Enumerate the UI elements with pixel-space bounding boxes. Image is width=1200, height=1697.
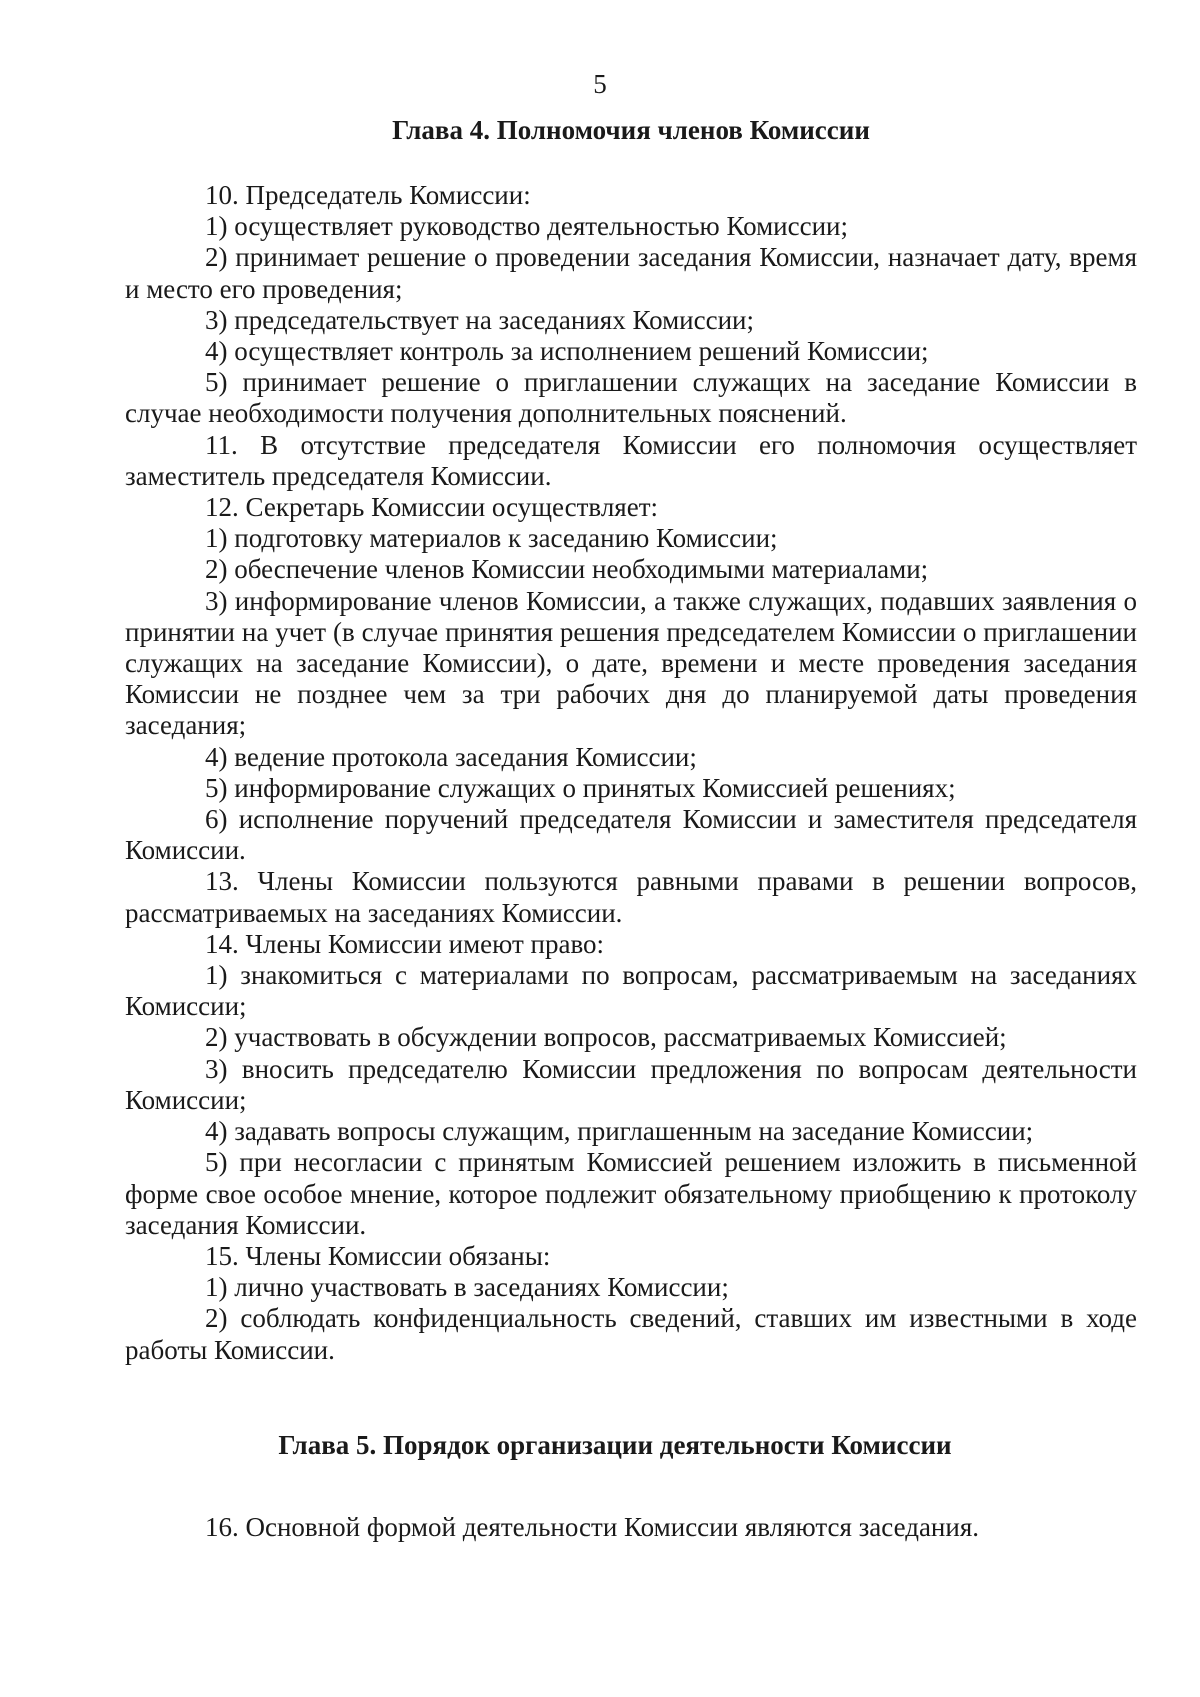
paragraph: 5) принимает решение о приглашении служащих на заседание Комиссии в случае необходимости получения дополнительных пояснений. <box>125 367 1137 429</box>
paragraph: 3) вносить председателю Комиссии предложения по вопросам деятельности Комиссии; <box>125 1053 1137 1115</box>
paragraph: 3) председательствует на заседаниях Комиссии; <box>205 304 754 335</box>
chapter-4-heading: Глава 4. Полномочия членов Комиссии <box>392 115 870 145</box>
paragraph: 5) информирование служащих о принятых Комиссией решениях; <box>205 772 956 803</box>
paragraph: 10. Председатель Комиссии: <box>205 180 531 210</box>
paragraph: 15. Члены Комиссии обязаны: <box>205 1240 551 1271</box>
paragraph: 4) осуществляет контроль за исполнением решений Комиссии; <box>205 336 929 367</box>
chapter-5-body <box>125 1512 1137 1543</box>
paragraph: 2) участвовать в обсуждении вопросов, рассматриваемых Комиссией; <box>205 1022 1007 1053</box>
paragraph: 1) осуществляет руководство деятельностью Комиссии; <box>205 211 849 242</box>
paragraph: 4) задавать вопросы служащим, приглашенным на заседание Комиссии; <box>205 1116 1034 1147</box>
paragraph: 4) ведение протокола заседания Комиссии; <box>205 741 697 772</box>
paragraph: 13. Члены Комиссии пользуются равными правами в решении вопросов, рассматриваемых на заседаниях Комиссии. <box>125 866 1137 928</box>
paragraph: 5) при несогласии с принятым Комиссией решением изложить в письменной форме свое особое мнение, которое подлежит обязательному приобщению к протоколу заседания Комиссии. <box>125 1147 1137 1240</box>
page-number: 5 <box>593 69 607 99</box>
paragraph: 3) информирование членов Комиссии, а также служащих, подавших заявления о принятии на учет (в случае принятия решения председателем Комиссии о приглашении служащих на заседание Комиссии), о дате, времени и месте проведения заседания Комиссии не позднее чем за три рабочих дня до планируемой даты проведения заседания; <box>125 585 1137 741</box>
paragraph: 2) принимает решение о проведении заседания Комиссии, назначает дату, время и место его проведения; <box>125 242 1137 304</box>
paragraph: 11. В отсутствие председателя Комиссии его полномочия осуществляет заместитель председателя Комиссии. <box>125 429 1137 491</box>
paragraph: 1) знакомиться с материалами по вопросам, рассматриваемым на заседаниях Комиссии; <box>125 960 1137 1022</box>
paragraph: 1) подготовку материалов к заседанию Комиссии; <box>205 523 778 554</box>
paragraph: 6) исполнение поручений председателя Комиссии и заместителя председателя Комиссии. <box>125 804 1137 866</box>
paragraph: 1) лично участвовать в заседаниях Комиссии; <box>205 1272 729 1303</box>
paragraph: 2) соблюдать конфиденциальность сведений, ставших им известными в ходе работы Комиссии. <box>125 1303 1137 1365</box>
paragraph: 16. Основной формой деятельности Комиссии являются заседания. <box>205 1512 979 1542</box>
chapter-5-heading: Глава 5. Порядок организации деятельности Комиссии <box>278 1430 952 1460</box>
paragraph: 14. Члены Комиссии имеют право: <box>205 928 605 959</box>
paragraph: 2) обеспечение членов Комиссии необходимыми материалами; <box>205 554 929 585</box>
paragraph: 12. Секретарь Комиссии осуществляет: <box>205 492 659 523</box>
chapter-4-body <box>125 180 1137 1366</box>
